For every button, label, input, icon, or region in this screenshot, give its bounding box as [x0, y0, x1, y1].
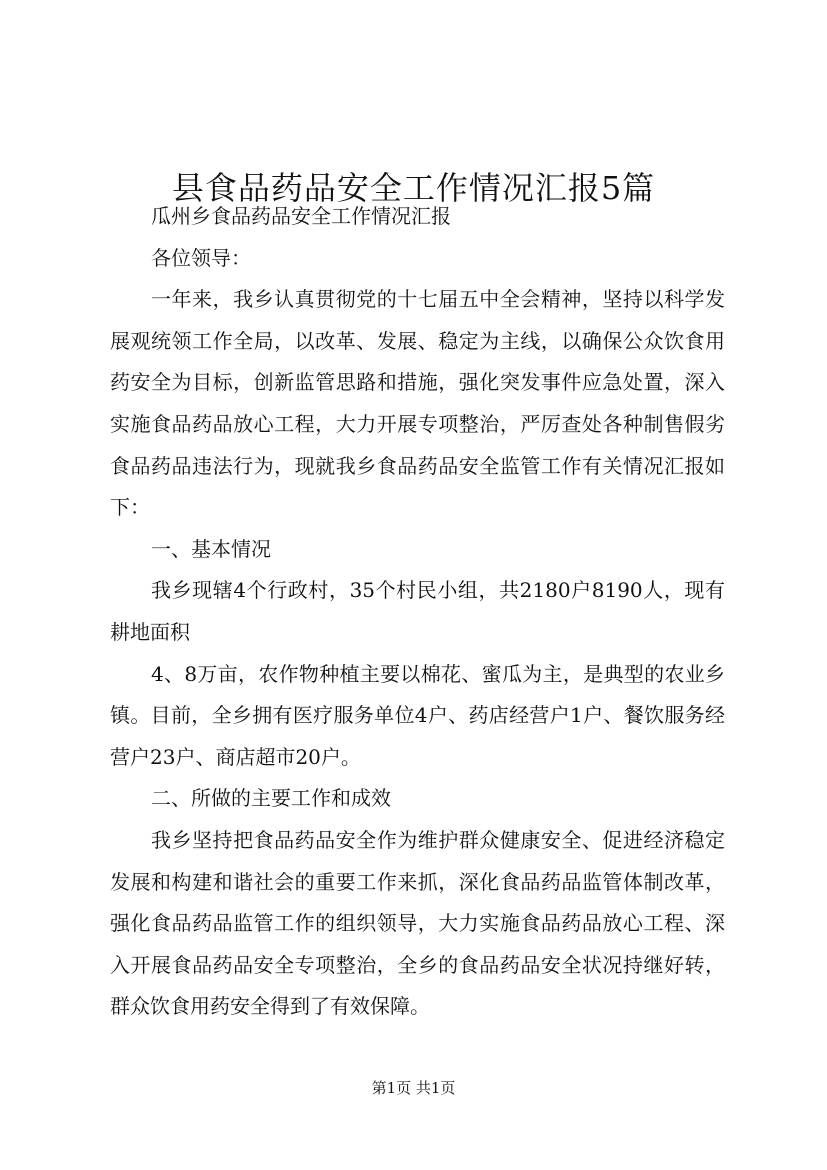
intro-paragraph: 一年来，我乡认真贯彻党的十七届五中全会精神，坚持以科学发展观统领工作全局，以改革、发展、稳定为主线，以确保公众饮食用药安全为目标，创新监管思路和措施，强化突发事件应急处置，深入实施食品药品放心工程，大力开展专项整治，严厉查处各种制售假劣食品药品违法行为，现就我乡食品药品安全监管工作有关情况汇报如下： [110, 287, 725, 520]
subtitle-paragraph: 瓜州乡食品药品安全工作情况汇报 [151, 204, 451, 228]
basic-situation-continued-paragraph: 4、8万亩，农作物种植主要以棉花、蜜瓜为主，是典型的农业乡镇。目前，全乡拥有医疗服务单位4户、药店经营户1户、餐饮服务经营户23户、商店超市20户。 [110, 661, 725, 769]
main-work-paragraph: 我乡坚持把食品药品安全作为维护群众健康安全、促进经济稳定发展和构建和谐社会的重要工作来抓，深化食品药品监管体制改革，强化食品药品监管工作的组织领导，大力实施食品药品放心工程、深入开展食品药品安全专项整治，全乡的食品药品安全状况持继好转，群众饮食用药安全得到了有效保障。 [110, 827, 725, 1019]
document-title: 县食品药品安全工作情况汇报5篇 [171, 169, 656, 208]
basic-situation-paragraph: 我乡现辖4个行政村，35个村民小组，共2180户8190人，现有耕地面积 [110, 578, 725, 644]
document-body [110, 196, 725, 1028]
section-heading-main-work: 二、所做的主要工作和成效 [151, 786, 391, 811]
page-footer: 第1页 共1页 [371, 1079, 456, 1097]
salutation-paragraph: 各位领导： [151, 245, 251, 270]
section-heading-basic-situation: 一、基本情况 [151, 536, 271, 561]
